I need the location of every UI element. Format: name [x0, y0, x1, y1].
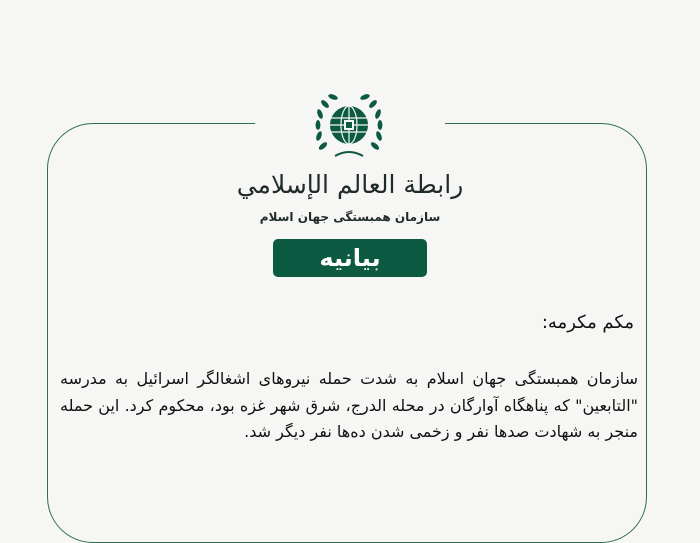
globe-with-laurel-wreath-icon [311, 88, 387, 164]
document-title: بیانیه [319, 244, 381, 272]
organization-name-persian: سازمان همبستگی جهان اسلام [259, 210, 441, 224]
organization-name-arabic: رابطة العالم الإسلامي [236, 170, 464, 199]
statement-body: سازمان همبستگی جهان اسلام به شدت حمله نیروهای اشغالگر اسرائیل به مدرسه "التابعین" که پناهگاه آوارگان در محله الدرج، شرق شهر غزه بود، محکوم کرد. این حمله منجر به شهادت صدها نفر و زخمی شدن ده‌ها نفر دیگر شد. [60, 369, 638, 441]
title-banner [273, 239, 427, 277]
salutation: مکم مکرمه: [541, 312, 634, 333]
